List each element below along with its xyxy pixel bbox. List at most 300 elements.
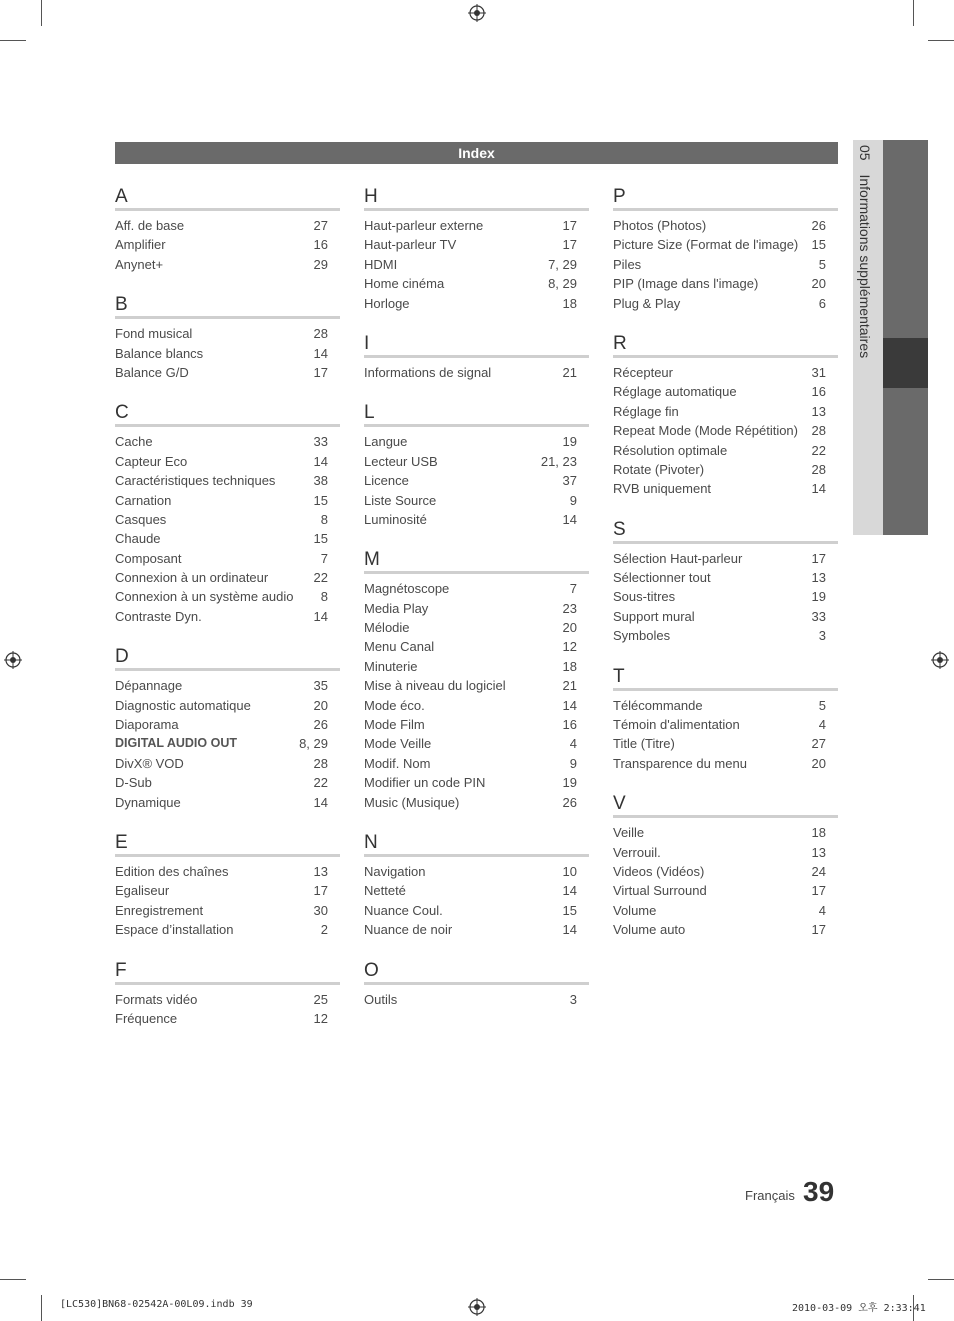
index-entry [613,274,838,293]
section-letter: B [115,294,340,319]
entry-label: Lecteur USB [364,453,438,469]
index-entry [613,294,838,313]
entry-page: 20 [811,276,826,292]
entry-page: 8 [320,589,328,605]
entry-label: Horloge [364,295,410,311]
entry-label: Egaliseur [115,883,170,899]
entry-label: DIGITAL AUDIO OUT [115,736,237,751]
entry-page: 26 [811,218,826,233]
index-entry [613,843,838,862]
index-entry [613,920,838,939]
entry-page: 2 [320,922,328,938]
index-entry [364,734,589,753]
entry-page: 7 [320,550,328,566]
entry-page: 19 [562,434,577,450]
index-entry [364,990,589,1009]
entry-label: Volume auto [613,922,686,938]
section-letter: I [364,333,589,358]
entry-page: 28 [313,755,328,771]
entry-page: 14 [313,608,328,624]
index-section [115,402,340,626]
index-entry [115,587,340,606]
index-entry [115,773,340,792]
entry-page: 13 [313,863,328,879]
index-entry [364,294,589,313]
section-letter: C [115,402,340,427]
index-entry [115,920,340,939]
index-section [115,960,340,1029]
entry-label: Sélection Haut-parleur [613,550,743,566]
entry-label: PIP (Image dans l'image) [613,276,759,292]
entry-label: Mode Veille [364,736,432,752]
section-letter: R [613,333,838,358]
entry-label: Minuterie [364,658,418,674]
section-letter: H [364,186,589,211]
index-entry [115,793,340,812]
entry-label: Récepteur [613,364,673,380]
entry-label: Aff. de base [115,218,185,233]
index-entry [613,441,838,460]
index-entry [115,510,340,529]
entry-label: Enregistrement [115,902,204,918]
entry-label: Mélodie [364,620,410,636]
section-letter: A [115,186,340,211]
entry-label: Netteté [364,883,406,899]
entry-label: Magnétoscope [364,581,450,597]
entry-label: Transparence du menu [613,755,747,771]
index-entry [364,579,589,598]
entry-label: Anynet+ [115,256,164,272]
registration-mark-icon [468,1298,486,1316]
entry-label: Mise à niveau du logiciel [364,678,506,694]
entry-label: Langue [364,434,408,450]
registration-mark-icon [4,651,22,669]
entry-label: HDMI [364,256,398,272]
index-entry [613,216,838,235]
entry-page: 27 [811,736,826,752]
entry-page: 20 [811,755,826,771]
entry-label: Casques [115,511,167,527]
index-entry [115,363,340,382]
index-entry [364,676,589,695]
entry-page: 21 [562,678,577,694]
section-letter: D [115,646,340,671]
entry-page: 24 [811,863,826,879]
entry-page: 27 [313,218,328,233]
index-entry [613,363,838,382]
entry-page: 16 [811,384,826,400]
index-entry [364,618,589,637]
entry-page: 23 [562,600,577,616]
index-entry [364,510,589,529]
section-letter: V [613,793,838,818]
entry-label: Liste Source [364,492,437,508]
index-entry [115,607,340,626]
index-entry [613,255,838,274]
entry-label: Capteur Eco [115,453,188,469]
index-entry [115,549,340,568]
entry-label: Licence [364,473,409,489]
entry-label: Fréquence [115,1010,178,1026]
entry-page: 12 [313,1010,328,1026]
entry-page: 18 [562,658,577,674]
entry-page: 22 [811,442,826,458]
entry-label: Sélectionner tout [613,570,711,586]
chapter-tab-marker [883,338,928,388]
entry-page: 25 [313,991,328,1007]
entry-page: 20 [562,620,577,636]
index-entry [115,696,340,715]
index-entry [613,587,838,606]
index-section [115,294,340,382]
entry-page: 38 [313,473,328,489]
index-entry [613,382,838,401]
section-letter: L [364,402,589,427]
entry-page: 30 [313,902,328,918]
index-section [613,186,838,313]
index-section [364,186,589,313]
entry-label: Cache [115,434,153,450]
entry-label: Informations de signal [364,364,492,380]
entry-page: 19 [811,589,826,605]
index-column-1 [115,186,340,1048]
entry-label: Nuance de noir [364,922,453,938]
entry-label: Veille [613,825,645,841]
index-entry [115,529,340,548]
index-entry [613,479,838,498]
entry-label: Outils [364,991,398,1007]
entry-page: 3 [569,991,577,1007]
entry-label: RVB uniquement [613,481,712,497]
entry-label: Volume [613,902,657,918]
entry-page: 22 [313,570,328,586]
index-section [115,646,340,812]
index-entry [115,862,340,881]
entry-page: 5 [818,697,826,713]
index-entry [364,920,589,939]
entry-label: Modifier un code PIN [364,775,486,791]
entry-page: 9 [569,492,577,508]
entry-label: Dynamique [115,794,181,810]
entry-page: 8, 29 [299,736,328,752]
index-entry [613,823,838,842]
index-section [364,960,589,1009]
index-entry [364,491,589,510]
entry-page: 18 [811,825,826,841]
section-letter: F [115,960,340,985]
index-entry [364,235,589,254]
index-entry [364,715,589,734]
section-letter: E [115,832,340,857]
entry-page: 18 [562,295,577,311]
entry-label: Luminosité [364,511,427,527]
entry-page: 7, 29 [548,256,577,272]
entry-label: Rotate (Pivoter) [613,461,705,477]
entry-label: Diagnostic automatique [115,697,251,713]
entry-page: 20 [313,697,328,713]
print-slug-date: 2010-03-09 오후 2:33:41 [792,1303,926,1314]
entry-label: Balance blancs [115,345,204,361]
entry-page: 13 [811,570,826,586]
entry-label: D-Sub [115,775,152,791]
entry-page: 4 [818,717,826,733]
entry-page: 13 [811,403,826,419]
entry-label: DivX® VOD [115,755,184,771]
entry-page: 8 [320,511,328,527]
entry-label: Carnation [115,492,172,508]
index-column-2 [364,186,589,1029]
entry-label: Plug & Play [613,295,681,311]
index-entry [364,363,589,382]
entry-page: 14 [562,883,577,899]
index-entry [613,734,838,753]
entry-page: 33 [811,608,826,624]
entry-label: Menu Canal [364,639,435,655]
entry-page: 29 [313,256,328,272]
index-section [613,333,838,499]
index-section [364,832,589,940]
entry-label: Music (Musique) [364,794,460,810]
entry-label: Espace d’installation [115,922,234,938]
entry-label: Diaporama [115,717,179,733]
entry-page: 22 [313,775,328,791]
entry-label: Réglage automatique [613,384,737,400]
index-entry [364,881,589,900]
section-letter: M [364,549,589,574]
footer-language: Français [745,1188,795,1203]
entry-page: 26 [562,794,577,810]
chapter-tab-text [857,145,873,358]
entry-page: 21 [562,364,577,380]
entry-label: Virtual Surround [613,883,707,899]
index-entry [613,402,838,421]
index-entry [115,235,340,254]
index-entry [115,452,340,471]
entry-page: 7 [569,581,577,597]
entry-label: Modif. Nom [364,755,431,771]
print-slug-file: [LC530]BN68-02542A-00L09.indb 39 [60,1299,253,1310]
entry-page: 15 [313,531,328,547]
entry-label: Chaude [115,531,161,547]
entry-label: Réglage fin [613,403,679,419]
entry-label: Amplifier [115,237,166,253]
entry-label: Symboles [613,628,671,644]
index-entry [613,754,838,773]
entry-label: Repeat Mode (Mode Répétition) [613,423,798,439]
index-entry [613,235,838,254]
index-entry [613,901,838,920]
index-section [613,666,838,774]
index-entry [115,344,340,363]
index-entry [364,255,589,274]
index-entry [613,607,838,626]
entry-page: 8, 29 [548,276,577,292]
entry-page: 17 [562,237,577,253]
entry-page: 15 [811,237,826,253]
index-section [364,333,589,382]
section-letter: O [364,960,589,985]
entry-page: 16 [562,717,577,733]
index-section [364,549,589,812]
entry-label: Navigation [364,863,426,879]
entry-label: Dépannage [115,678,183,694]
entry-label: Piles [613,256,642,272]
index-entry [613,715,838,734]
index-entry [115,471,340,490]
index-entry [115,568,340,587]
entry-page: 13 [811,844,826,860]
entry-page: 28 [811,423,826,439]
index-entry [364,696,589,715]
entry-label: Haut-parleur TV [364,237,457,253]
entry-page: 4 [569,736,577,752]
entry-page: 17 [811,922,826,938]
index-entry [115,901,340,920]
index-entry [115,676,340,695]
entry-page: 35 [313,678,328,694]
index-entry [364,216,589,235]
entry-label: Verrouil. [613,844,661,860]
index-entry [364,274,589,293]
entry-label: Mode éco. [364,697,425,713]
entry-page: 21, 23 [540,453,577,469]
index-entry [364,754,589,773]
entry-page: 28 [811,461,826,477]
section-letter: S [613,519,838,544]
entry-label: Edition des chaînes [115,863,229,879]
entry-page: 15 [313,492,328,508]
entry-page: 14 [562,922,577,938]
entry-label: Balance G/D [115,364,189,380]
index-entry [115,216,340,235]
entry-page: 17 [313,364,328,380]
index-entry [364,773,589,792]
entry-page: 3 [818,628,826,644]
registration-mark-icon [468,4,486,22]
index-entry [613,549,838,568]
entry-page: 12 [562,639,577,655]
entry-label: Nuance Coul. [364,902,443,918]
entry-page: 14 [313,794,328,810]
entry-label: Sous-titres [613,589,676,605]
entry-label: Mode Film [364,717,425,733]
entry-page: 17 [313,883,328,899]
section-letter: T [613,666,838,691]
entry-page: 17 [562,218,577,233]
index-section [115,832,340,940]
entry-page: 14 [313,345,328,361]
index-entry [115,432,340,451]
chapter-title: Informations supplémentaires [857,174,873,359]
index-entry [115,990,340,1009]
index-section [364,402,589,529]
index-entry [115,255,340,274]
entry-page: 26 [313,717,328,733]
entry-page: 16 [313,237,328,253]
index-entry [613,862,838,881]
index-entry [115,715,340,734]
entry-page: 15 [562,902,577,918]
entry-page: 14 [811,481,826,497]
index-entry [364,432,589,451]
index-entry [115,324,340,343]
index-header: Index [115,142,838,164]
entry-page: 17 [811,883,826,899]
entry-label: Haut-parleur externe [364,218,484,233]
index-entry [613,696,838,715]
entry-page: 10 [562,863,577,879]
entry-page: 28 [313,326,328,342]
index-section [613,519,838,646]
index-entry [613,421,838,440]
index-entry [115,491,340,510]
entry-label: Home cinéma [364,276,445,292]
entry-label: Caractéristiques techniques [115,473,276,489]
index-entry [364,901,589,920]
entry-label: Contraste Dyn. [115,608,202,624]
section-letter: P [613,186,838,211]
entry-label: Formats vidéo [115,991,198,1007]
entry-label: Support mural [613,608,695,624]
entry-page: 14 [562,511,577,527]
index-entry [364,452,589,471]
entry-label: Télécommande [613,697,703,713]
entry-label: Résolution optimale [613,442,728,458]
index-entry [115,734,340,753]
entry-page: 37 [562,473,577,489]
entry-page: 14 [562,697,577,713]
entry-page: 19 [562,775,577,791]
entry-page: 17 [811,550,826,566]
index-entry [613,626,838,645]
chapter-number: 05 [857,145,873,161]
entry-label: Connexion à un système audio [115,589,294,605]
entry-page: 31 [811,364,826,380]
index-entry [364,862,589,881]
entry-label: Connexion à un ordinateur [115,570,269,586]
index-entry [364,599,589,618]
entry-label: Composant [115,550,182,566]
entry-label: Videos (Vidéos) [613,863,705,879]
index-entry [115,1009,340,1028]
entry-page: 6 [818,295,826,311]
index-entry [115,754,340,773]
entry-label: Photos (Photos) [613,218,707,233]
entry-page: 9 [569,755,577,771]
page-number: 39 [803,1176,835,1207]
index-entry [613,881,838,900]
index-entry [613,460,838,479]
index-entry [115,881,340,900]
index-section [613,793,838,939]
index-column-3 [613,186,838,960]
entry-page: 4 [818,902,826,918]
index-entry [364,657,589,676]
entry-label: Témoin d'alimentation [613,717,740,733]
index-section [115,186,340,274]
entry-page: 14 [313,453,328,469]
index-entry [364,471,589,490]
entry-label: Picture Size (Format de l'image) [613,237,799,253]
index-entry [364,793,589,812]
registration-mark-icon [931,651,949,669]
index-entry [613,568,838,587]
entry-page: 33 [313,434,328,450]
entry-label: Title (Titre) [613,736,675,752]
section-letter: N [364,832,589,857]
entry-label: Media Play [364,600,429,616]
entry-page: 5 [818,256,826,272]
